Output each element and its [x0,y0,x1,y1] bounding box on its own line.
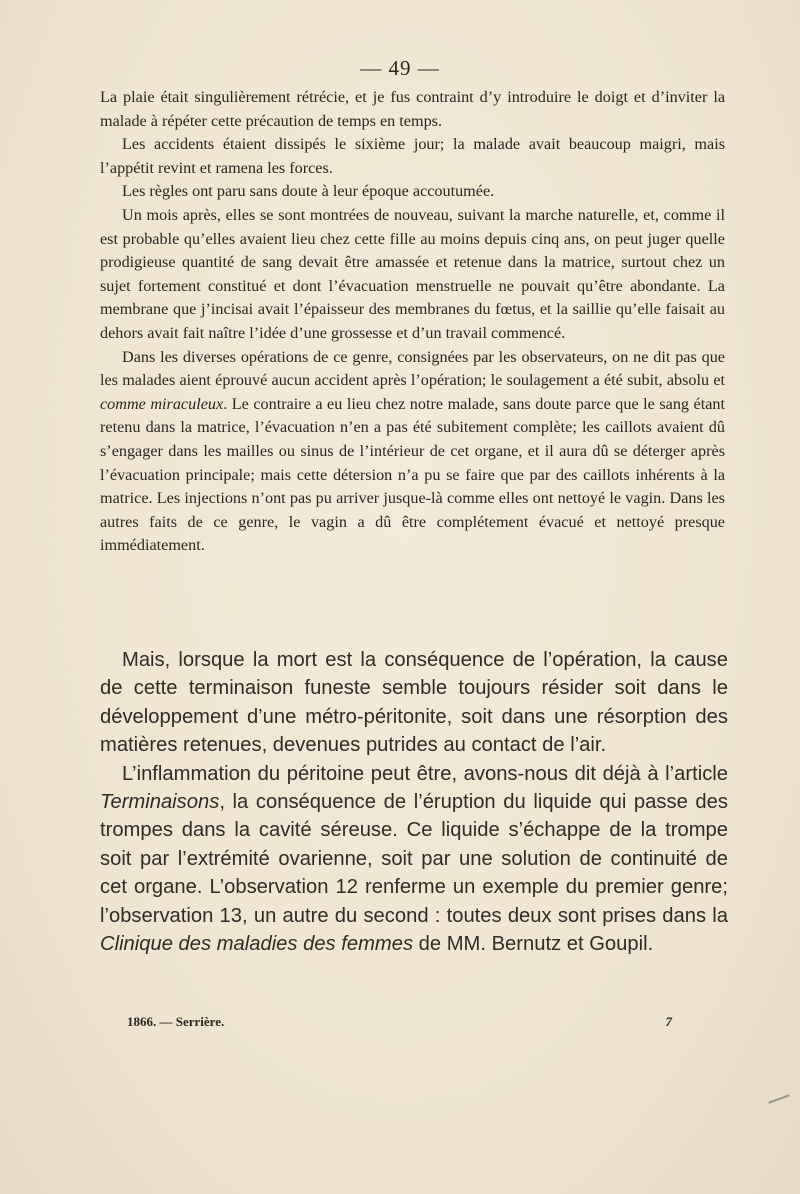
paragraph-5-part-2: . Le contraire a eu lieu chez notre malade, sans doute parce que le sang étant retenu dans la matrice, l’évacuation n’en a pas été subitement complète; les caillots avaient dû s’engager dans les mailles ou sinus de l’intérieur de cet organe, et il aura dû se déterger après l’évacuation principale; mais cette détersion n’a pu se faire que par des caillots inhérents à la matrice. Les injections n’ont pas pu arriver jusque-là comme elles ont nettoyé le vagin. Dans les autres faits de ce genre, le vagin a dû être complétement évacué et nettoyé presque immédiatement. [100,394,725,555]
large-text-block [100,646,728,958]
paragraph-7-part-2: , la conséquence de l’éruption du liquide qui passe des trompes dans la cavité séreuse. Ce liquide s’échappe de la trompe soit par l’extrémité ovarienne, soit par une solution de continuité de cet organe. L’observation 12 renferme un exemple du premier genre; l’observation 13, un autre du second : toutes deux sont prises dans la [100,791,728,927]
paragraph-2: Les accidents étaient dissipés le sixième jour; la malade avait beaucoup maigri, mais l’appétit revint et ramena les forces. [100,135,725,177]
paragraph-3: Les règles ont paru sans doute à leur époque accoutumée. [122,182,495,201]
signature-number: 7 [665,1014,672,1029]
printer-signature: 1866. — Serrière. [127,1014,225,1029]
paragraph-5-italic: comme miraculeux [100,394,224,413]
paper-mark [768,1094,789,1103]
paragraph-5 [100,346,725,558]
paragraph-5-part-1: Dans les diverses opérations de ce genre, consignées par les observateurs, on ne dit pas que les malades aient éprouvé aucun accident après l’opération; le soulagement a été subit, absolu et [100,347,725,390]
paragraph-7 [100,760,728,959]
paragraph-4: Un mois après, elles se sont montrées de nouveau, suivant la marche naturelle, et, comme il est probable qu’elles avaient lieu chez cette fille au moins depuis cinq ans, on peut juger quelle prodigieuse quantité de sang devait être amassée et retenue dans la matrice, surtout chez un sujet fortement constitué et dont l’évacuation menstruelle ne pouvait qu’être abondante. La membrane que j’incisai avait l’épaisseur des membranes du fœtus, et la saillie qu’elle faisait au dehors avait fait naître l’idée d’une grossesse et d’un travail commencé. [100,205,725,342]
page-number: — 49 — [360,56,440,80]
paragraph-7-part-1: L’inflammation du péritoine peut être, avons-nous dit déjà à l’article [122,762,728,785]
paragraph-7-italic-1: Terminaisons [100,791,220,814]
small-text-block [100,86,725,558]
paragraph-6: Mais, lorsque la mort est la conséquence de l’opération, la cause de cette terminaison funeste semble toujours résider soit dans le développement d’une métro-péritonite, soit dans une résorption des matières retenues, devenues putrides au contact de l’air. [100,649,728,757]
paragraph-1: La plaie était singulièrement rétrécie, et je fus contraint d’y introduire le doigt et d’inviter la malade à répéter cette précaution de temps en temps. [100,88,725,130]
paragraph-7-italic-2: Clinique des maladies des femmes [100,933,414,956]
paragraph-7-part-3: de MM. Bernutz et Goupil. [413,933,654,956]
